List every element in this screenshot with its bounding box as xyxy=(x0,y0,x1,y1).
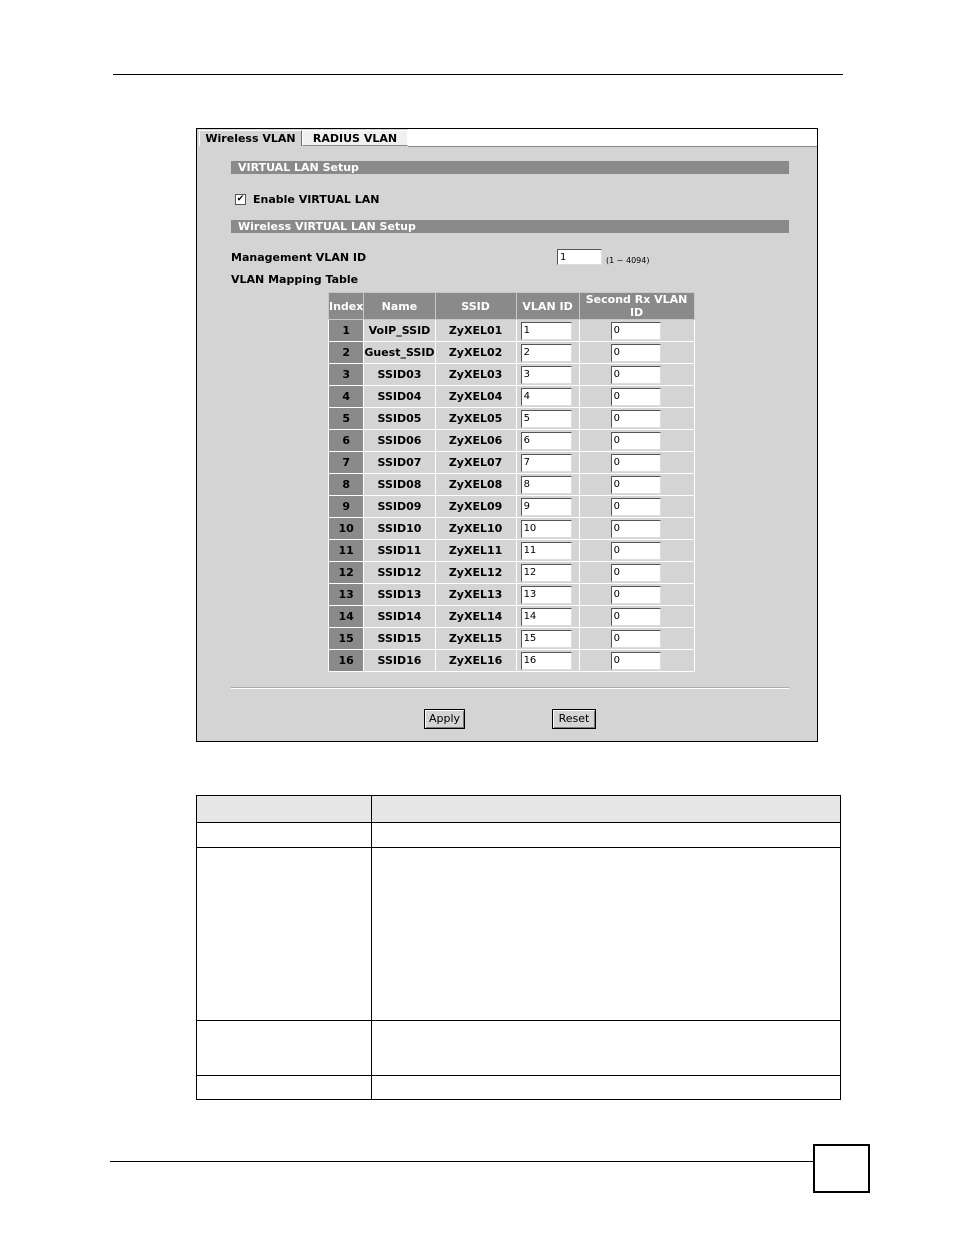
table-row xyxy=(329,562,695,584)
row-vlan-id-cell xyxy=(516,650,579,672)
second-rx-vlan-id-input[interactable] xyxy=(611,410,661,428)
row-ssid: ZyXEL11 xyxy=(435,540,516,562)
row-second-rx-cell xyxy=(579,430,694,452)
second-rx-vlan-id-input[interactable] xyxy=(611,366,661,384)
vlan-mapping-table xyxy=(328,292,695,672)
header-name: Name xyxy=(364,293,435,320)
header-rule xyxy=(113,74,843,75)
row-second-rx-cell xyxy=(579,452,694,474)
table-cell xyxy=(372,823,841,848)
section-virtual-lan-setup: VIRTUAL LAN Setup xyxy=(231,161,789,174)
table-row xyxy=(329,584,695,606)
second-rx-vlan-id-input[interactable] xyxy=(611,608,661,626)
divider xyxy=(231,687,789,688)
row-ssid: ZyXEL10 xyxy=(435,518,516,540)
table-row xyxy=(329,518,695,540)
row-name: SSID10 xyxy=(364,518,435,540)
vlan-id-input[interactable] xyxy=(521,432,572,450)
row-ssid: ZyXEL02 xyxy=(435,342,516,364)
row-vlan-id-cell xyxy=(516,386,579,408)
page-number-box xyxy=(813,1144,870,1193)
second-rx-vlan-id-input[interactable] xyxy=(611,388,661,406)
table-cell xyxy=(372,796,841,823)
vlan-id-input[interactable] xyxy=(521,322,572,340)
row-second-rx-cell xyxy=(579,408,694,430)
footer-rule xyxy=(110,1161,813,1162)
row-second-rx-cell xyxy=(579,320,694,342)
vlan-id-input[interactable] xyxy=(521,542,572,560)
table-cell xyxy=(372,1076,841,1100)
vlan-id-input[interactable] xyxy=(521,366,572,384)
table-cell xyxy=(197,823,372,848)
table-cell xyxy=(197,796,372,823)
row-ssid: ZyXEL01 xyxy=(435,320,516,342)
table-row xyxy=(329,364,695,386)
second-rx-vlan-id-input[interactable] xyxy=(611,586,661,604)
second-rx-vlan-id-input[interactable] xyxy=(611,520,661,538)
second-rx-vlan-id-input[interactable] xyxy=(611,476,661,494)
second-rx-vlan-id-input[interactable] xyxy=(611,454,661,472)
row-vlan-id-cell xyxy=(516,540,579,562)
table-row xyxy=(329,386,695,408)
second-rx-vlan-id-input[interactable] xyxy=(611,652,661,670)
table-row xyxy=(329,452,695,474)
table-row xyxy=(197,848,841,1021)
row-vlan-id-cell xyxy=(516,430,579,452)
table-row xyxy=(329,496,695,518)
row-second-rx-cell xyxy=(579,562,694,584)
row-vlan-id-cell xyxy=(516,342,579,364)
row-vlan-id-cell xyxy=(516,606,579,628)
vlan-id-input[interactable] xyxy=(521,498,572,516)
tab-wireless-vlan[interactable]: Wireless VLAN xyxy=(199,130,302,146)
row-vlan-id-cell xyxy=(516,320,579,342)
enable-vlan-row xyxy=(235,192,379,206)
row-second-rx-cell xyxy=(579,342,694,364)
row-second-rx-cell xyxy=(579,364,694,386)
vlan-id-input[interactable] xyxy=(521,410,572,428)
second-rx-vlan-id-input[interactable] xyxy=(611,630,661,648)
second-rx-vlan-id-input[interactable] xyxy=(611,432,661,450)
table-cell xyxy=(372,848,841,1021)
table-row xyxy=(197,796,841,823)
header-second-rx-vlan-id: Second Rx VLAN ID xyxy=(579,293,694,320)
header-index: Index xyxy=(329,293,364,320)
field-description-table xyxy=(196,795,841,1100)
table-row xyxy=(329,606,695,628)
row-index: 4 xyxy=(329,386,364,408)
row-name: SSID05 xyxy=(364,408,435,430)
row-index: 12 xyxy=(329,562,364,584)
row-index: 10 xyxy=(329,518,364,540)
row-name: SSID15 xyxy=(364,628,435,650)
row-index: 14 xyxy=(329,606,364,628)
row-ssid: ZyXEL16 xyxy=(435,650,516,672)
row-vlan-id-cell xyxy=(516,518,579,540)
row-second-rx-cell xyxy=(579,474,694,496)
second-rx-vlan-id-input[interactable] xyxy=(611,344,661,362)
apply-button[interactable]: Apply xyxy=(424,709,465,729)
row-ssid: ZyXEL06 xyxy=(435,430,516,452)
vlan-id-input[interactable] xyxy=(521,344,572,362)
row-vlan-id-cell xyxy=(516,452,579,474)
row-name: SSID07 xyxy=(364,452,435,474)
tab-bar-filler xyxy=(408,129,817,147)
vlan-id-input[interactable] xyxy=(521,652,572,670)
vlan-screen xyxy=(196,128,818,742)
table-row xyxy=(329,474,695,496)
second-rx-vlan-id-input[interactable] xyxy=(611,322,661,340)
vlan-id-input[interactable] xyxy=(521,388,572,406)
management-vlan-label: Management VLAN ID xyxy=(231,251,367,264)
row-name: SSID16 xyxy=(364,650,435,672)
row-second-rx-cell xyxy=(579,518,694,540)
table-row xyxy=(197,1021,841,1076)
row-vlan-id-cell xyxy=(516,584,579,606)
row-index: 6 xyxy=(329,430,364,452)
row-name: SSID13 xyxy=(364,584,435,606)
row-index: 9 xyxy=(329,496,364,518)
table-cell xyxy=(372,1021,841,1076)
row-name: VoIP_SSID xyxy=(364,320,435,342)
row-index: 15 xyxy=(329,628,364,650)
row-ssid: ZyXEL13 xyxy=(435,584,516,606)
header-ssid: SSID xyxy=(435,293,516,320)
row-ssid: ZyXEL08 xyxy=(435,474,516,496)
row-index: 2 xyxy=(329,342,364,364)
row-ssid: ZyXEL05 xyxy=(435,408,516,430)
row-vlan-id-cell xyxy=(516,496,579,518)
row-second-rx-cell xyxy=(579,606,694,628)
row-index: 13 xyxy=(329,584,364,606)
section-wireless-virtual-lan-setup: Wireless VIRTUAL LAN Setup xyxy=(231,220,789,233)
vlan-id-input[interactable] xyxy=(521,586,572,604)
row-second-rx-cell xyxy=(579,584,694,606)
vlan-id-input[interactable] xyxy=(521,476,572,494)
table-row xyxy=(329,320,695,342)
row-ssid: ZyXEL03 xyxy=(435,364,516,386)
table-row xyxy=(329,408,695,430)
second-rx-vlan-id-input[interactable] xyxy=(611,498,661,516)
row-index: 1 xyxy=(329,320,364,342)
vlan-id-input[interactable] xyxy=(521,520,572,538)
second-rx-vlan-id-input[interactable] xyxy=(611,542,661,560)
row-second-rx-cell xyxy=(579,628,694,650)
table-row xyxy=(329,628,695,650)
management-vlan-input[interactable] xyxy=(557,249,602,265)
row-index: 5 xyxy=(329,408,364,430)
table-cell xyxy=(197,848,372,1021)
table-row xyxy=(329,430,695,452)
row-vlan-id-cell xyxy=(516,474,579,496)
row-second-rx-cell xyxy=(579,650,694,672)
row-vlan-id-cell xyxy=(516,562,579,584)
row-name: SSID11 xyxy=(364,540,435,562)
vlan-id-input[interactable] xyxy=(521,564,572,582)
row-name: SSID14 xyxy=(364,606,435,628)
table-row xyxy=(197,823,841,848)
row-index: 8 xyxy=(329,474,364,496)
row-ssid: ZyXEL09 xyxy=(435,496,516,518)
table-cell xyxy=(197,1076,372,1100)
management-vlan-range: (1 ~ 4094) xyxy=(606,256,650,265)
table-cell xyxy=(197,1021,372,1076)
table-row xyxy=(329,650,695,672)
second-rx-vlan-id-input[interactable] xyxy=(611,564,661,582)
row-ssid: ZyXEL04 xyxy=(435,386,516,408)
row-vlan-id-cell xyxy=(516,364,579,386)
row-ssid: ZyXEL07 xyxy=(435,452,516,474)
row-name: Guest_SSID xyxy=(364,342,435,364)
row-ssid: ZyXEL12 xyxy=(435,562,516,584)
row-name: SSID06 xyxy=(364,430,435,452)
table-header-row xyxy=(329,293,695,320)
table-row xyxy=(197,1076,841,1100)
row-vlan-id-cell xyxy=(516,408,579,430)
table-row xyxy=(329,342,695,364)
tab-radius-vlan[interactable]: RADIUS VLAN xyxy=(302,130,408,146)
row-index: 7 xyxy=(329,452,364,474)
row-index: 16 xyxy=(329,650,364,672)
table-row xyxy=(329,540,695,562)
reset-button[interactable]: Reset xyxy=(552,709,596,729)
row-second-rx-cell xyxy=(579,386,694,408)
row-name: SSID04 xyxy=(364,386,435,408)
row-second-rx-cell xyxy=(579,540,694,562)
tab-bar xyxy=(197,129,817,147)
row-name: SSID09 xyxy=(364,496,435,518)
header-vlan-id: VLAN ID xyxy=(516,293,579,320)
row-ssid: ZyXEL15 xyxy=(435,628,516,650)
vlan-mapping-table-label: VLAN Mapping Table xyxy=(231,273,359,286)
table-body xyxy=(329,320,695,672)
row-second-rx-cell xyxy=(579,496,694,518)
row-index: 11 xyxy=(329,540,364,562)
vlan-id-input[interactable] xyxy=(521,630,572,648)
row-index: 3 xyxy=(329,364,364,386)
row-name: SSID12 xyxy=(364,562,435,584)
row-ssid: ZyXEL14 xyxy=(435,606,516,628)
enable-vlan-checkbox[interactable]: ✔ xyxy=(236,193,245,204)
row-name: SSID08 xyxy=(364,474,435,496)
enable-vlan-label: Enable VIRTUAL LAN xyxy=(253,192,380,206)
vlan-id-input[interactable] xyxy=(521,608,572,626)
row-vlan-id-cell xyxy=(516,628,579,650)
row-name: SSID03 xyxy=(364,364,435,386)
vlan-id-input[interactable] xyxy=(521,454,572,472)
